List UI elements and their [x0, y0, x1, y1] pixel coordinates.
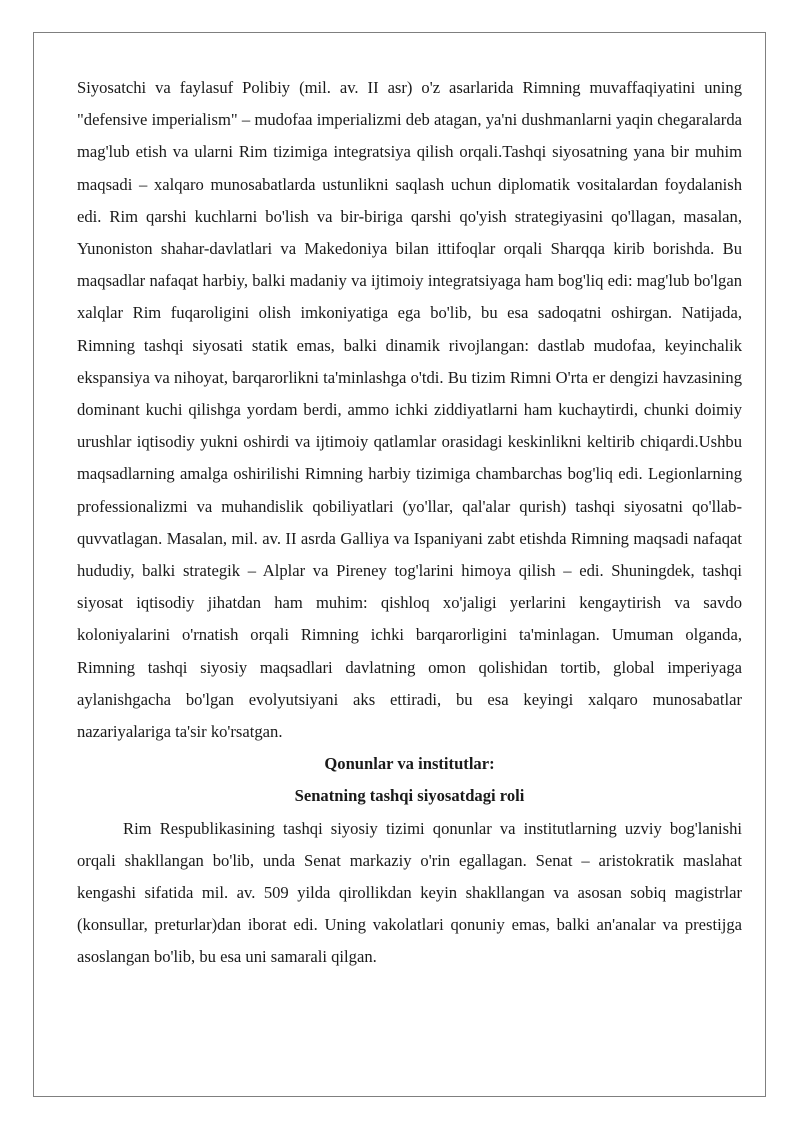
body-paragraph: Rim Respublikasining tashqi siyosiy tizimi qonunlar va institutlarning uzviy bog'lanishi orqali shakllangan bo'lib, unda Senat markaziy o'rin egallagan. Senat – aristokratik maslahat kengashi sifatida mil. av. 509 yilda qirollikdan keyin shakllangan va asosan sobiq magistrlar (konsullar, preturlar)dan iborat edi. Uning vakolatlari qonuniy emas, balki an'analar va prestijga asoslangan bo'lib, bu esa uni samarali qilgan.: [77, 818, 742, 967]
body-paragraph: Siyosatchi va faylasuf Polibiy (mil. av. II asr) o'z asarlarida Rimning muvaffaqiyatini uning "defensive imperialism" – mudofaa imperializmi deb atagan, ya'ni dushmanlarni yaqin chegaralarda mag'lub etish va ularni Rim tizimiga integratsiya qilish orqali.Tashqi siyosatning yana bir muhim maqsadi – xalqaro munosabatlarda ustunlikni saqlash uchun diplomatik vositalardan foydalanish edi. Rim qarshi kuchlarni bo'lish va bir-biriga qarshi qo'yish strategiyasini qo'llagan, masalan, Yunoniston shahar-davlatlari va Makedoniya bilan ittifoqlar orqali Sharqqa kirib borishda. Bu maqsadlar nafaqat harbiy, balki madaniy va ijtimoiy integratsiyaga ham bog'liq edi: mag'lub bo'lgan xalqlar Rim fuqaroligini olish imkoniyatiga ega bo'lib, bu esa sadoqatni oshirgan. Natijada, Rimning tashqi siyosati statik emas, balki dinamik rivojlangan: dastlab mudofaa, keyinchalik ekspansiya va nihoyat, barqarorlikni ta'minlashga o'tdi. Bu tizim Rimni O'rta er dengizi havzasining dominant kuchi qilishga yordam berdi, ammo ichki ziddiyatlarni ham kuchaytirdi, chunki doimiy urushlar iqtisodiy yukni oshirdi va ijtimoiy qatlamlar orasidagi keskinlikni keltirib chiqardi.Ushbu maqsadlarning amalga oshirilishi Rimning harbiy tizimiga chambarchas bog'liq edi. Legionlarning professionalizmi va muhandislik qobiliyatlari (yo'llar, qal'alar qurish) tashqi siyosatni qo'llab-quvvatlagan. Masalan, mil. av. II asrda Galliya va Ispaniyani zabt etishda Rimning maqsadi nafaqat hududiy, balki strategik – Alplar va Pireney tog'larini himoya qilish – edi. Shuningdek, tashqi siyosat iqtisodiy jihatdan ham muhim: qishloq xo'jaligi yerlarini kengaytirish va savdo koloniyalarini o'rnatish orqali Rimning ichki barqarorligini ta'minlagan. Umuman olganda, Rimning tashqi siyosiy maqsadlari davlatning omon qolishidan tortib, global imperiyaga aylanishgacha bo'lgan evolyutsiyani aks ettiradi, bu esa keyingi xalqaro munosabatlar nazariyalariga ta'sir ko'rsatgan.: [77, 78, 742, 742]
document-body: [77, 72, 742, 974]
subsection-heading: Senatning tashqi siyosatdagi roli: [294, 786, 525, 806]
section-heading: Qonunlar va institutlar:: [324, 754, 495, 774]
